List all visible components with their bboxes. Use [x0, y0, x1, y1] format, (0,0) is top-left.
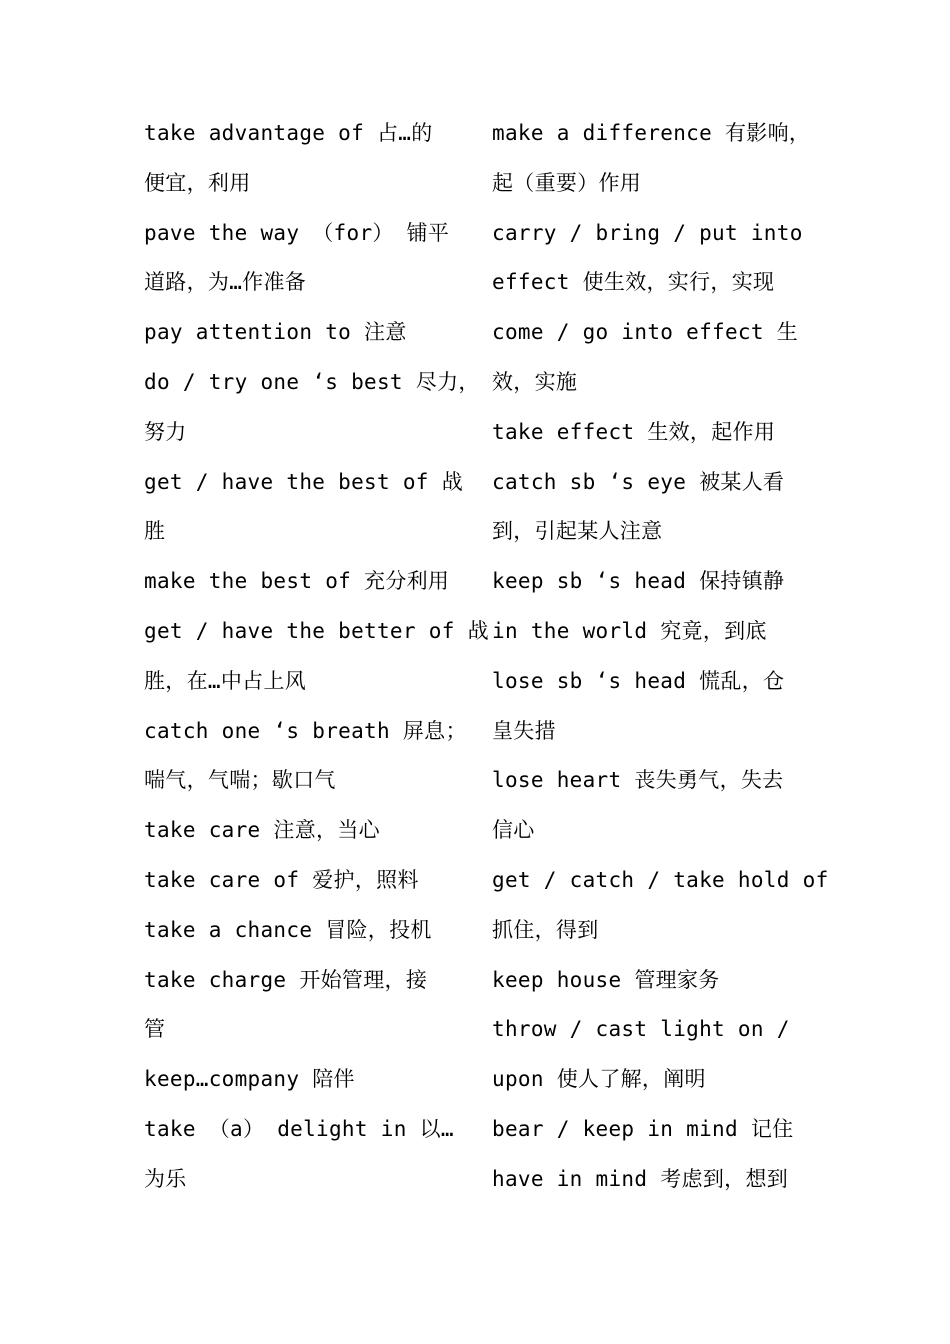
phrase-line: pay attention to 注意	[144, 320, 407, 345]
phrase-line: take charge 开始管理，接	[144, 967, 428, 992]
right-phrase-column	[492, 109, 829, 1205]
phrase-line: pave the way （for） 铺平	[144, 220, 450, 245]
phrase-line: 道路，为…作准备	[144, 270, 307, 295]
phrase-line: do / try one ‘s best 尽力，	[144, 369, 480, 394]
phrase-line: 便宜，利用	[144, 170, 251, 195]
phrase-line: get / have the best of 战	[144, 469, 463, 494]
phrase-line: make a difference 有影响，	[492, 121, 811, 145]
phrase-line: 皇失措	[492, 718, 556, 743]
phrase-line: 喘气，气喘；歇口气	[144, 768, 336, 793]
phrase-line: take a chance 冒险，投机	[144, 917, 432, 942]
phrase-line: effect 使生效，实行，实现	[492, 270, 775, 295]
phrase-line: have in mind 考虑到，想到	[492, 1166, 789, 1191]
phrase-line: throw / cast light on /	[492, 1017, 790, 1042]
phrase-line: upon 使人了解，阐明	[492, 1067, 706, 1092]
phrase-line: in the world 究竟，到底	[492, 618, 767, 643]
phrase-line: get / have the better of 战	[144, 618, 489, 643]
phrase-line: 起（重要）作用	[492, 170, 642, 195]
phrase-line: 到，引起某人注意	[492, 519, 663, 544]
phrase-line: keep house 管理家务	[492, 967, 720, 992]
phrase-line: carry / bring / put into	[492, 220, 803, 245]
phrase-line: 信心	[492, 818, 535, 843]
phrase-line: take advantage of 占…的	[144, 121, 433, 145]
phrase-line: come / go into effect 生	[492, 320, 799, 345]
phrase-line: take （a） delight in 以…	[144, 1116, 454, 1141]
phrase-line: 抓住，得到	[492, 917, 599, 942]
phrase-line: 效，实施	[492, 369, 578, 394]
phrase-line: catch sb ‘s eye 被某人看	[492, 469, 785, 494]
phrase-line: take effect 生效，起作用	[492, 419, 776, 444]
left-phrase-column	[144, 109, 489, 1205]
phrase-line: get / catch / take hold of	[492, 867, 829, 892]
phrase-line: lose sb ‘s head 慌乱，仓	[492, 668, 785, 693]
phrase-line: 胜，在…中占上风	[144, 668, 307, 693]
phrase-line: keep sb ‘s head 保持镇静	[492, 569, 785, 594]
phrase-line: 为乐	[144, 1166, 187, 1191]
phrase-line: 管	[144, 1017, 166, 1042]
phrase-line: take care of 爱护，照料	[144, 867, 419, 892]
phrase-line: keep…company 陪伴	[144, 1067, 355, 1092]
phrase-line: bear / keep in mind 记住	[492, 1116, 794, 1141]
phrase-line: lose heart 丧失勇气，失去	[492, 768, 784, 793]
phrase-line: make the best of 充分利用	[144, 569, 450, 594]
phrase-line: 胜	[144, 519, 166, 544]
phrase-line: 努力	[144, 419, 187, 444]
phrase-line: catch one ‘s breath 屏息；	[144, 718, 467, 743]
phrase-line: take care 注意，当心	[144, 818, 380, 843]
